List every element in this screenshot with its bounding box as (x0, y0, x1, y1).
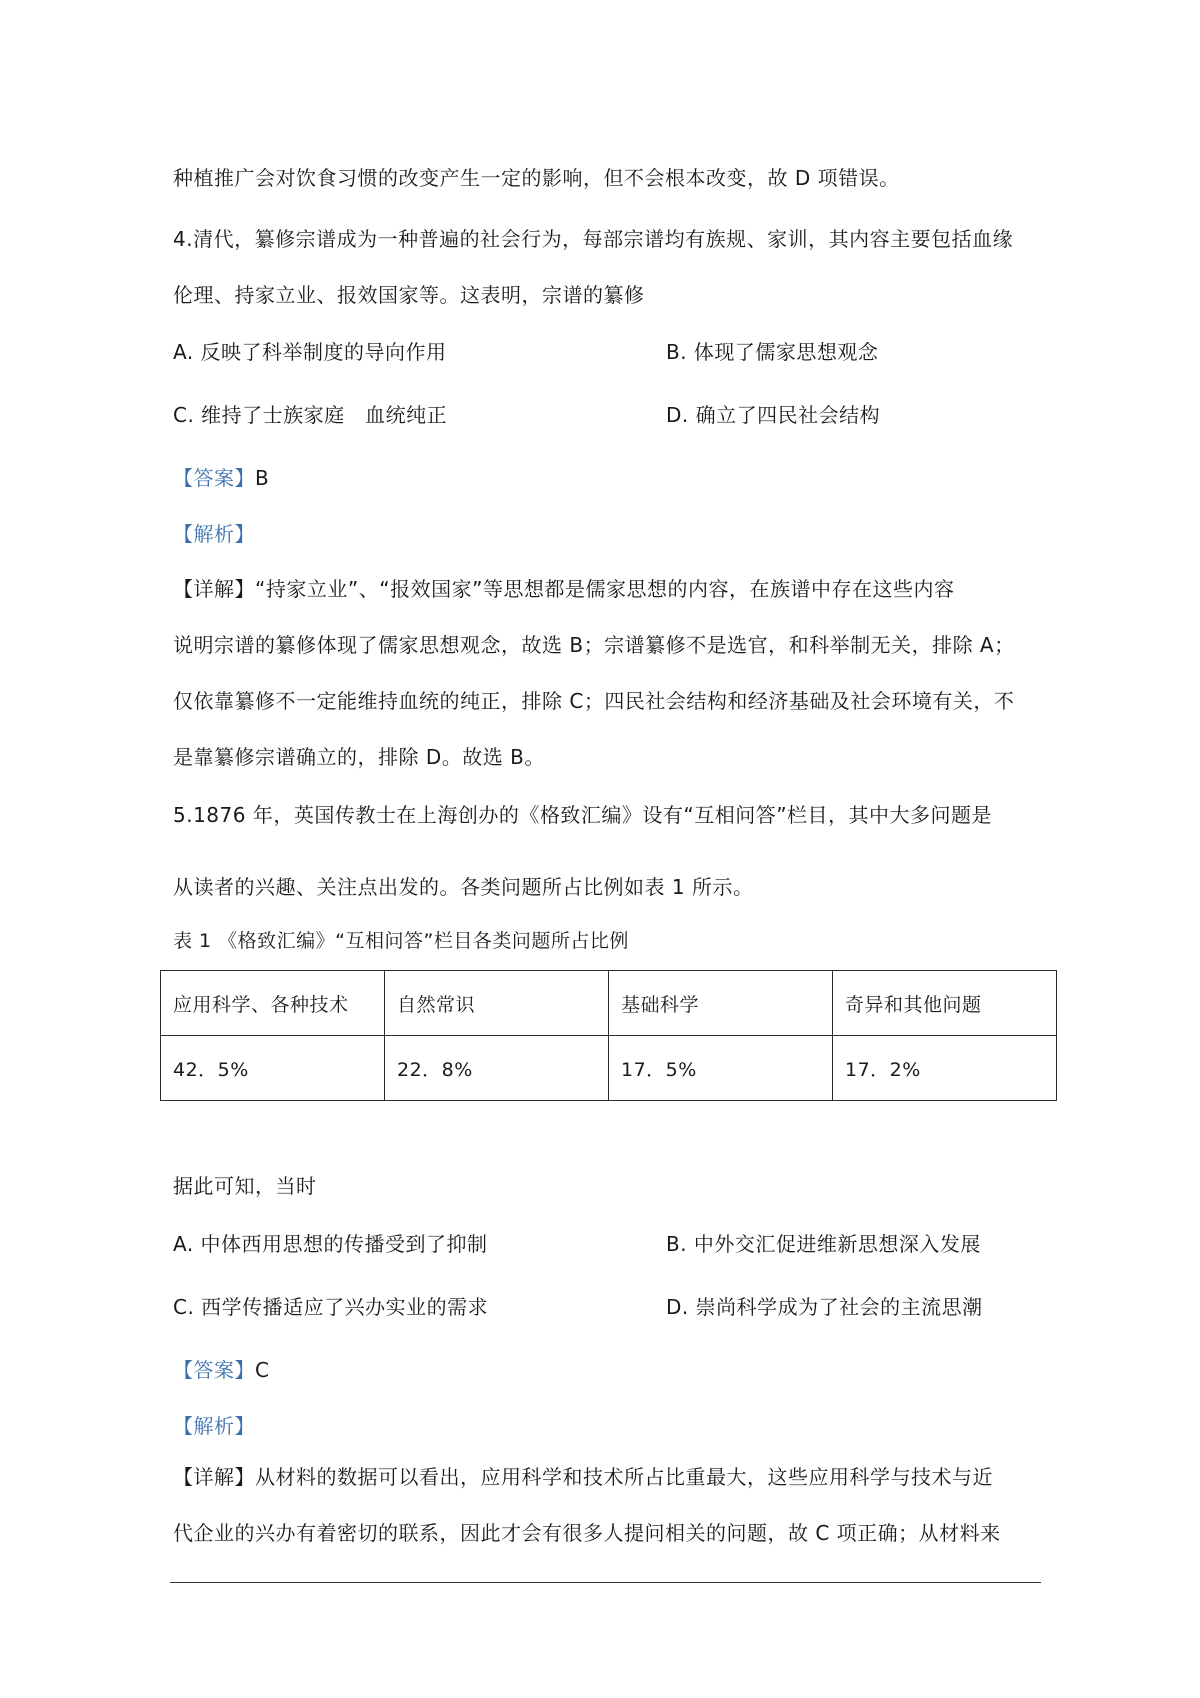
q5-option-c: C. 西学传播适应了兴办实业的需求 (173, 1295, 489, 1319)
q4-analysis (173, 519, 1043, 549)
analysis-tag: 【解析】 (173, 522, 255, 546)
q4-answer (173, 463, 1043, 493)
q5-option-a: A. 中体西用思想的传播受到了抑制 (173, 1232, 488, 1256)
q4-stem-line-2: 伦理、持家立业、报效国家等。这表明，宗谱的纂修 (173, 283, 645, 307)
footer-divider (170, 1582, 1041, 1583)
question-category-table (160, 970, 1057, 1101)
table-cell: 奇异和其他问题 (833, 971, 1057, 1036)
q5-detail-line-1 (173, 1462, 1043, 1492)
answer-tag: 【答案】 (173, 466, 255, 490)
table-header-row (161, 971, 1057, 1036)
q4-detail-line-3: 仅依靠纂修不一定能维持血统的纯正，排除 C；四民社会结构和经济基础及社会环境有关，不 (173, 689, 1015, 713)
q5-answer (173, 1355, 1043, 1385)
q5-answer-value: C (255, 1358, 270, 1382)
table-caption: 表 1 《格致汇编》“互相问答”栏目各类问题所占比例 (173, 930, 629, 952)
detail-tag: 【详解】 (173, 577, 255, 601)
q5-detail-text-1: 从材料的数据可以看出，应用科学和技术所占比重最大，这些应用科学与技术与近 (255, 1465, 993, 1489)
q4-option-c: C. 维持了士族家庭 血统纯正 (173, 403, 448, 427)
q5-stem-line-1: 5.1876 年，英国传教士在上海创办的《格致汇编》设有“互相问答”栏目，其中大多问题是 (173, 803, 993, 827)
detail-tag: 【详解】 (173, 1465, 255, 1489)
table-cell: 自然常识 (385, 971, 609, 1036)
q4-option-a: A. 反映了科举制度的导向作用 (173, 340, 447, 364)
q5-detail-line-2: 代企业的兴办有着密切的联系，因此才会有很多人提问相关的问题，故 C 项正确；从材料来 (173, 1521, 1001, 1545)
q4-detail-line-4: 是靠纂修宗谱确立的，排除 D。故选 B。 (173, 745, 545, 769)
table-cell: 应用科学、各种技术 (161, 971, 385, 1036)
table-cell: 基础科学 (609, 971, 833, 1036)
q4-detail-line-1 (173, 574, 1043, 604)
q5-analysis (173, 1411, 1043, 1441)
intro-line: 种植推广会对饮食习惯的改变产生一定的影响，但不会根本改变，故 D 项错误。 (173, 166, 900, 190)
q4-option-d: D. 确立了四民社会结构 (666, 403, 881, 427)
q5-option-d: D. 崇尚科学成为了社会的主流思潮 (666, 1295, 983, 1319)
q4-detail-line-2: 说明宗谱的纂修体现了儒家思想观念，故选 B；宗谱纂修不是选官，和科举制无关，排除 A； (173, 633, 1015, 657)
table-cell: 22．8% (385, 1036, 609, 1101)
q4-option-b: B. 体现了儒家思想观念 (666, 340, 879, 364)
q4-detail-text-1: “持家立业”、“报效国家”等思想都是儒家思想的内容，在族谱中存在这些内容 (255, 577, 955, 601)
q5-stem-line-2: 从读者的兴趣、关注点出发的。各类问题所占比例如表 1 所示。 (173, 875, 754, 899)
q4-answer-value: B (255, 466, 270, 490)
analysis-tag: 【解析】 (173, 1414, 255, 1438)
q5-question-stem: 据此可知，当时 (173, 1174, 317, 1198)
table-cell: 17．5% (609, 1036, 833, 1101)
answer-tag: 【答案】 (173, 1358, 255, 1382)
table-value-row (161, 1036, 1057, 1101)
q4-stem-line-1: 4.清代，纂修宗谱成为一种普遍的社会行为，每部宗谱均有族规、家训，其内容主要包括血缘 (173, 227, 1014, 251)
q5-option-b: B. 中外交汇促进维新思想深入发展 (666, 1232, 981, 1256)
table-cell: 17．2% (833, 1036, 1057, 1101)
table-cell: 42．5% (161, 1036, 385, 1101)
